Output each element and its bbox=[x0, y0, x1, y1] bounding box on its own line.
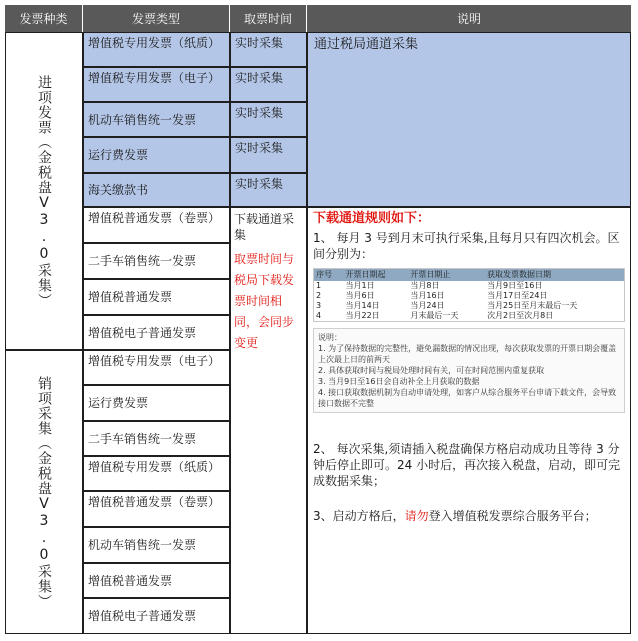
row-type bbox=[83, 385, 230, 421]
row-type bbox=[83, 315, 230, 350]
header-time bbox=[230, 5, 307, 32]
row-type bbox=[83, 421, 230, 456]
header-category bbox=[5, 5, 83, 32]
schedule-cell: 当月8日 bbox=[410, 281, 440, 290]
header-description-label: 说明 bbox=[456, 12, 481, 26]
row-type-text: 二手车销售统一发票 bbox=[88, 254, 197, 268]
input-description bbox=[307, 32, 631, 207]
schedule-row bbox=[314, 281, 624, 291]
schedule-header-row bbox=[314, 269, 624, 281]
row-type-text: 增值税专用发票（电子） bbox=[88, 354, 221, 368]
schedule-cell: 当月17日至24日 bbox=[487, 291, 548, 300]
row-type bbox=[83, 32, 230, 67]
category-output bbox=[5, 350, 83, 634]
row-time-text: 实时采集 bbox=[235, 71, 284, 85]
notes-box bbox=[313, 328, 625, 413]
row-time-text: 实时采集 bbox=[235, 141, 284, 155]
row-type-text: 增值税普通发票（卷票） bbox=[88, 211, 221, 225]
row-time bbox=[230, 102, 307, 137]
row-type-text: 增值税电子普通发票 bbox=[88, 325, 197, 340]
row-time-text: 实时采集 bbox=[235, 106, 284, 120]
schedule-row bbox=[314, 291, 624, 301]
header-type-label: 发票类型 bbox=[131, 12, 180, 26]
note-item: 2. 具体获取时间与税局处理时间有关，可在时间范围内重复获取 bbox=[318, 366, 545, 375]
header-type bbox=[83, 5, 230, 32]
row-type bbox=[83, 279, 230, 315]
schedule-header: 获取发票数据日期 bbox=[485, 269, 624, 281]
row-time-text: 实时采集 bbox=[235, 177, 284, 191]
row-type bbox=[83, 207, 230, 243]
schedule-cell: 当月25日至月末最后一天 bbox=[487, 301, 578, 310]
row-type bbox=[83, 563, 230, 598]
row-type-text: 增值税普通发票 bbox=[88, 290, 173, 304]
row-type-text: 机动车销售统一发票 bbox=[88, 112, 197, 127]
row-type bbox=[83, 243, 230, 279]
row-time-text: 实时采集 bbox=[235, 36, 284, 50]
row-type bbox=[83, 350, 230, 385]
row-type bbox=[83, 102, 230, 137]
schedule-header: 序号 bbox=[314, 269, 343, 281]
rules-paragraph-3 bbox=[313, 507, 625, 525]
note-item: 4. 接口获取数据机制为自动申请处理，如客户从综合服务平台申请下载文件，会导致接口数据不完整 bbox=[318, 388, 617, 408]
download-time bbox=[230, 207, 307, 634]
schedule-header: 开票日期起 bbox=[343, 269, 408, 281]
row-time bbox=[230, 32, 307, 67]
row-time bbox=[230, 137, 307, 173]
schedule-cell: 次月2日至次月8日 bbox=[487, 311, 554, 320]
header-time-label: 取票时间 bbox=[243, 12, 292, 26]
schedule-cell: 月末最后一天 bbox=[410, 311, 459, 320]
rules-p3-start: 3、启动方格后， bbox=[313, 509, 405, 523]
download-rules bbox=[307, 207, 631, 634]
rules-p3-warning: 请勿 bbox=[404, 509, 429, 523]
schedule-cell: 1 bbox=[316, 281, 322, 290]
header-category-label: 发票种类 bbox=[19, 12, 68, 26]
row-type-text: 增值税专用发票（电子） bbox=[88, 71, 221, 85]
rules-paragraph-2: 2、 每次采集,须请插入税盘确保方格启动成功且等待 3 分钟后停止即可。24 小时后，再次接入税盘，启动，即可完成数据采集； bbox=[313, 442, 621, 488]
row-type-text: 增值税专用发票（纸质） bbox=[88, 460, 221, 474]
row-type-text: 增值税普通发票 bbox=[88, 573, 173, 588]
row-type-text: 增值税电子普通发票 bbox=[88, 609, 197, 623]
note-item: 3. 当月9日至16日会自动补全上月获取的数据 bbox=[318, 377, 480, 386]
category-output-label: 销项采集（金税盘V3.0采集） bbox=[36, 375, 52, 609]
row-type bbox=[83, 456, 230, 491]
schedule-row bbox=[314, 311, 624, 321]
row-type bbox=[83, 491, 230, 527]
schedule-cell: 3 bbox=[316, 301, 322, 310]
header-description bbox=[307, 5, 631, 32]
row-time bbox=[230, 173, 307, 207]
row-type-text: 运行费发票 bbox=[88, 396, 149, 410]
download-time-label: 下载通道采集 bbox=[234, 212, 295, 242]
schedule-cell: 2 bbox=[316, 291, 322, 300]
row-type bbox=[83, 598, 230, 634]
row-type bbox=[83, 527, 230, 563]
row-type bbox=[83, 173, 230, 207]
row-type-text: 增值税专用发票（纸质） bbox=[88, 36, 221, 50]
schedule-cell: 当月1日 bbox=[345, 281, 375, 290]
row-time bbox=[230, 67, 307, 102]
notes-title: 说明： bbox=[318, 333, 342, 342]
row-type bbox=[83, 67, 230, 102]
row-type-text: 增值税普通发票（卷票） bbox=[88, 495, 221, 509]
row-type bbox=[83, 137, 230, 173]
rules-p3-end: 登入增值税发票综合服务平台； bbox=[428, 509, 597, 523]
schedule-cell: 当月9日至16日 bbox=[487, 281, 543, 290]
input-description-text: 通过税局通道采集 bbox=[314, 37, 419, 52]
schedule-cell: 当月6日 bbox=[345, 291, 375, 300]
schedule-header: 开票日期止 bbox=[408, 269, 485, 281]
schedule-table bbox=[313, 268, 625, 322]
rules-title: 下载通道规则如下： bbox=[313, 211, 431, 226]
schedule-cell: 当月22日 bbox=[345, 311, 380, 320]
schedule-cell: 当月14日 bbox=[345, 301, 380, 310]
schedule-cell: 当月24日 bbox=[410, 301, 445, 310]
schedule-cell: 4 bbox=[316, 311, 322, 320]
row-type-text: 海关缴款书 bbox=[88, 183, 149, 197]
row-type-text: 运行费发票 bbox=[88, 148, 149, 162]
category-input-label: 进项发票（金税盘V3.0采集） bbox=[36, 74, 52, 308]
download-time-note: 取票时间与税局下载发票时间相同，会同步变更 bbox=[234, 252, 295, 350]
schedule-cell: 当月16日 bbox=[410, 291, 445, 300]
rules-paragraph-1: 1、 每月 3 号到月末可执行采集,且每月只有四次机会。区间分别为： bbox=[313, 231, 620, 261]
schedule-row bbox=[314, 301, 624, 311]
row-type-text: 机动车销售统一发票 bbox=[88, 538, 197, 552]
row-type-text: 二手车销售统一发票 bbox=[88, 431, 197, 446]
note-item: 1. 为了保持数据的完整性，避免漏数据的情况出现，每次获取发票的开票日期会覆盖上次最上日的前两天 bbox=[318, 344, 617, 364]
category-input bbox=[5, 32, 83, 350]
